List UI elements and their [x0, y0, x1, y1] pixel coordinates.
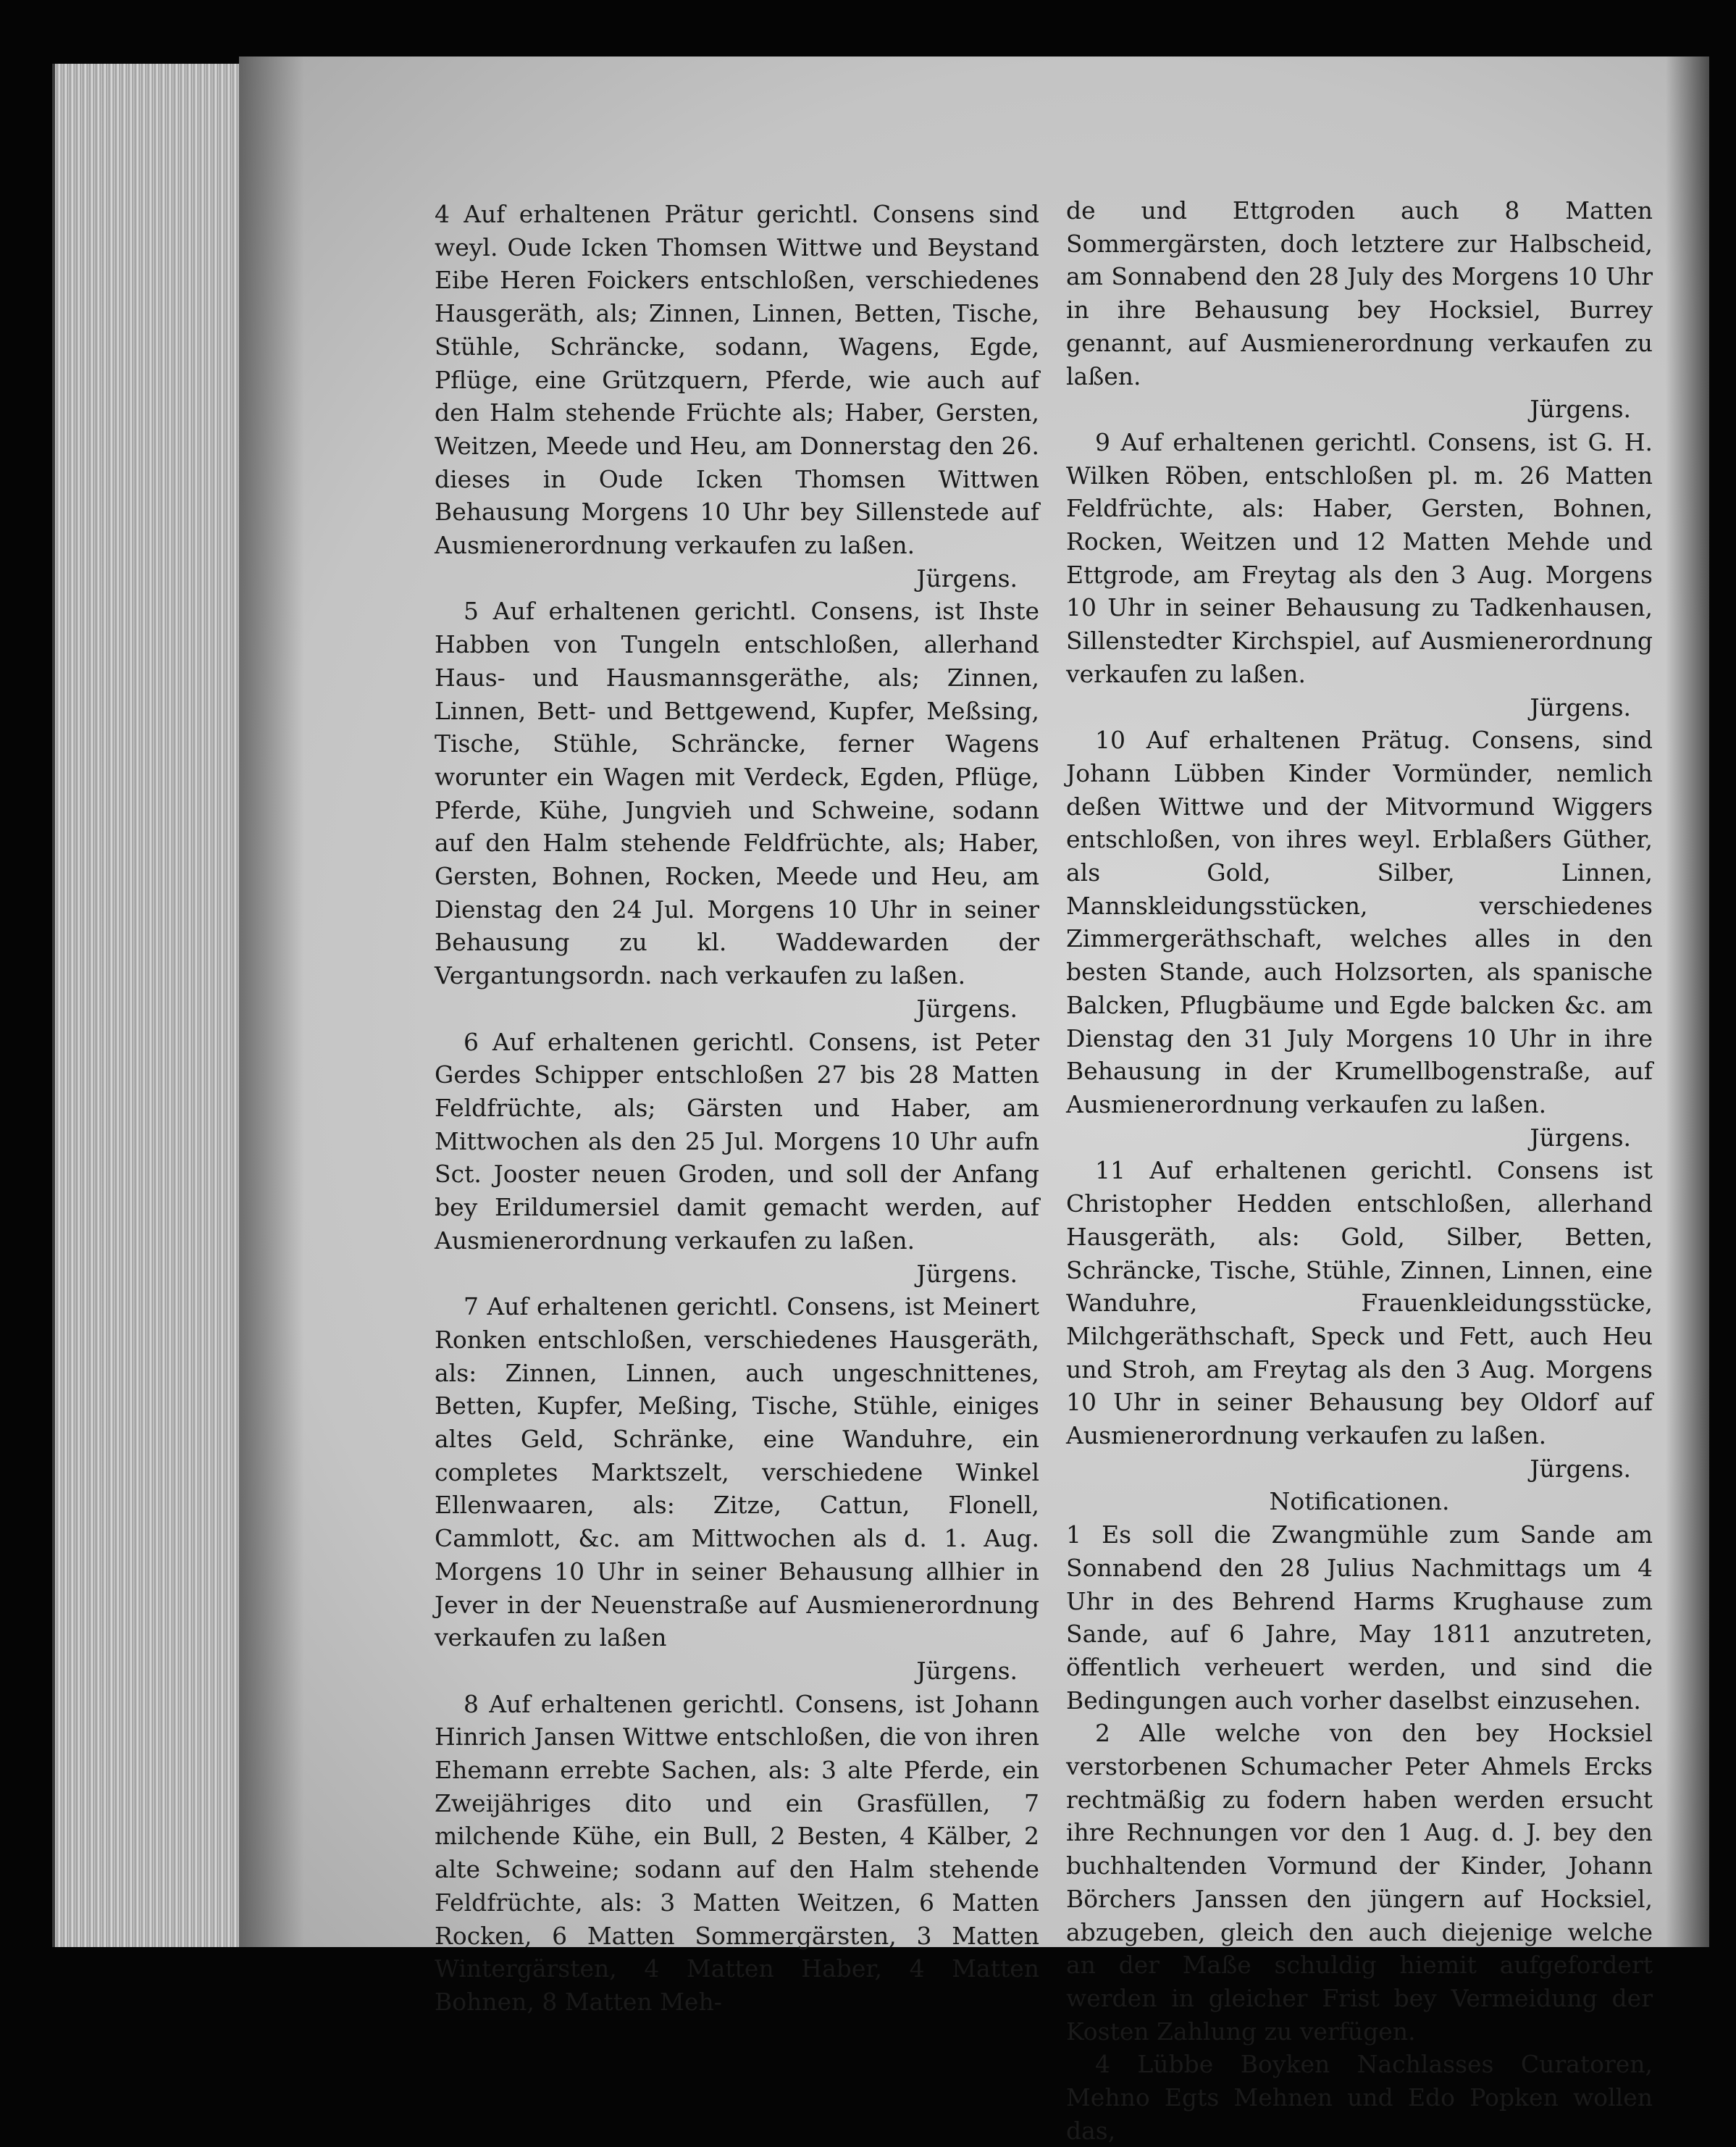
document-page — [239, 56, 1709, 2145]
right-column — [1066, 194, 1653, 2147]
signature: Jürgens. — [1530, 1123, 1631, 1152]
notice-8-continued — [1066, 194, 1653, 426]
notice-4 — [435, 198, 1039, 595]
notice-text: 7 Auf erhaltenen gerichtl. Consens, ist Meinert Ronken entschloßen, verschiedenes Hausgeräth, als: Zinnen, Linnen, auch ungeschnittenes, Betten, Kupfer, Meßing, Tische, Stühle, einiges altes Geld, Schränke, eine Wanduhre, ein completes Marktszelt, verschiedene Winkel Ellenwaaren, als: Zitze, Cattun, Flonell, Cammlott, &c. am Mittwochen als d. 1. Aug. Morgens 10 Uhr in seiner Behausung allhier in Jever in der Neuenstraße auf Ausmienerordnung verkaufen zu laßen — [435, 1292, 1039, 1652]
signature: Jürgens. — [916, 564, 1018, 593]
notification-2 — [1066, 1717, 1653, 2048]
signature: Jürgens. — [916, 1656, 1018, 1685]
notice-text: 11 Auf erhaltenen gerichtl. Consens ist Christopher Hedden entschloßen, allerhand Hausgeräth, als: Gold, Silber, Betten, Schräncke, Tische, Stühle, Zinnen, Linnen, eine Wanduhre, Frauenkleidungsstücke, Milchgeräthschaft, Speck und Fett, auch Heu und Stroh, am Freytag als den 3 Aug. Morgens 10 Uhr in seiner Behausung bey Oldorf auf Ausmienerordnung verkaufen zu laßen. — [1066, 1156, 1653, 1450]
notifications-heading: Notificationen. — [1269, 1487, 1450, 1516]
notice-11 — [1066, 1154, 1653, 1485]
notice-10 — [1066, 724, 1653, 1154]
notice-8 — [435, 1688, 1039, 2019]
signature: Jürgens. — [1530, 395, 1631, 424]
notice-text: 10 Auf erhaltenen Prätug. Consens, sind Johann Lübben Kinder Vormünder, nemlich deßen Wittwe und der Mitvormund Wiggers entschloßen, von ihres weyl. Erblaßers Güther, als Gold, Silber, Linnen, Mannskleidungsstücken, verschiedenes Zimmergeräthschaft, welches alles in den besten Stande, auch Holzsorten, als spanische Balcken, Pflugbäume und Egde balcken &c. am Dienstag den 31 July Morgens 10 Uhr in ihre Behausung in der Krumellbogenstraße, auf Ausmienerordnung verkaufen zu laßen. — [1066, 726, 1653, 1118]
notification-text: 1 Es soll die Zwangmühle zum Sande am Sonnabend den 28 Julius Nachmittags um 4 Uhr in des Behrend Harms Krughause zum Sande, auf 6 Jahre, May 1811 anzutreten, öffentlich verheuert werden, und sind die Bedingungen auch vorher daselbst einzusehen. — [1066, 1520, 1653, 1715]
signature: Jürgens. — [916, 994, 1018, 1023]
signature: Jürgens. — [1530, 1454, 1631, 1483]
notice-5 — [435, 595, 1039, 1025]
notice-7 — [435, 1290, 1039, 1687]
notification-text: 4 Lübbe Boyken Nachlasses Curatoren, Mehno Egts Mehnen und Edo Popken wollen das, — [1066, 2050, 1653, 2145]
notification-4 — [1066, 2048, 1653, 2147]
notice-text: 6 Auf erhaltenen gerichtl. Consens, ist Peter Gerdes Schipper entschloßen 27 bis 28 Matten Feldfrüchte, als; Gärsten und Haber, am Mittwochen als den 25 Jul. Morgens 10 Uhr aufn Sct. Jooster neuen Groden, und soll der Anfang bey Erildumersiel damit gemacht werden, auf Ausmienerordnung verkaufen zu laßen. — [435, 1027, 1039, 1255]
notification-1 — [1066, 1518, 1653, 1717]
left-column — [435, 198, 1039, 2019]
signature: Jürgens. — [916, 1259, 1018, 1288]
notice-text: de und Ettgroden auch 8 Matten Sommergärsten, doch letztere zur Halbscheid, am Sonnabend den 28 July des Morgens 10 Uhr in ihre Behausung bey Hocksiel, Burrey genannt, auf Ausmienerordnung verkaufen zu laßen. — [1066, 196, 1653, 390]
notice-9 — [1066, 426, 1653, 724]
page-edge-shadow — [1666, 56, 1709, 1947]
notice-text: 8 Auf erhaltenen gerichtl. Consens, ist Johann Hinrich Jansen Wittwe entschloßen, die von ihren Ehemann errebte Sachen, als: 3 alte Pferde, ein Zweijähriges dito und ein Grasfüllen, 7 milchende Kühe, ein Bull, 2 Besten, 4 Kälber, 2 alte Schweine; sodann auf den Halm stehende Feldfrüchte, als: 3 Matten Weitzen, 6 Matten Rocken, 6 Matten Sommergärsten, 3 Matten Wintergärsten, 4 Matten Haber, 4 Matten Bohnen, 8 Matten Meh- — [435, 1689, 1039, 2016]
notice-text: 5 Auf erhaltenen gerichtl. Consens, ist Ihste Habben von Tungeln entschloßen, allerhand Haus- und Hausmannsgeräthe, als; Zinnen, Linnen, Bett- und Bettgewend, Kupfer, Meßsing, Tische, Stühle, Schräncke, ferner Wagens worunter ein Wagen mit Verdeck, Egden, Pflüge, Pferde, Kühe, Jungvieh und Schweine, sodann auf den Halm stehende Feldfrüchte, als; Haber, Gersten, Bohnen, Rocken, Meede und Heu, am Dienstag den 24 Jul. Morgens 10 Uhr in seiner Behausung zu kl. Waddewarden der Vergantungsordn. nach verkaufen zu laßen. — [435, 597, 1039, 990]
gutter-shadow — [239, 56, 304, 1947]
notice-text: 9 Auf erhaltenen gerichtl. Consens, ist G. H. Wilken Röben, entschloßen pl. m. 26 Matten Feldfrüchte, als: Haber, Gersten, Bohnen, Rocken, Weitzen und 12 Matten Mehde und Ettgrode, am Freytag als den 3 Aug. Morgens 10 Uhr in seiner Behausung zu Tadkenhausen, Sillenstedter Kirchspiel, auf Ausmienerordnung verkaufen zu laßen. — [1066, 427, 1653, 688]
notification-text: 2 Alle welche von den bey Hocksiel verstorbenen Schumacher Peter Ahmels Ercks rechtmäßig zu fodern haben werden ersucht ihre Rechnungen vor den 1 Aug. d. J. bey den buchhaltenden Vormund der Kinder, Johann Börchers Janssen den jüngern auf Hocksiel, abzugeben, gleich den auch diejenige welche an der Maße schuldig hiemit aufgefordert werden in gleicher Frist bey Vermeidung der Kosten Zahlung zu verfügen. — [1066, 1719, 1653, 2046]
notice-6 — [435, 1026, 1039, 1291]
signature: Jürgens. — [1530, 692, 1631, 721]
notice-text: 4 Auf erhaltenen Prätur gerichtl. Consens sind weyl. Oude Icken Thomsen Wittwe und Beystand Eibe Heren Foickers entschloßen, verschiedenes Hausgeräth, als; Zinnen, Linnen, Betten, Tische, Stühle, Schräncke, sodann, Wagens, Egde, Pflüge, eine Grützquern, Pferde, wie auch auf den Halm stehende Früchte als; Haber, Gersten, Weitzen, Meede und Heu, am Donnerstag den 26. dieses in Oude Icken Thomsen Wittwen Behausung Morgens 10 Uhr bey Sillenstede auf Ausmienerordnung verkaufen zu laßen. — [435, 200, 1039, 560]
book-page-edges — [52, 64, 251, 1947]
